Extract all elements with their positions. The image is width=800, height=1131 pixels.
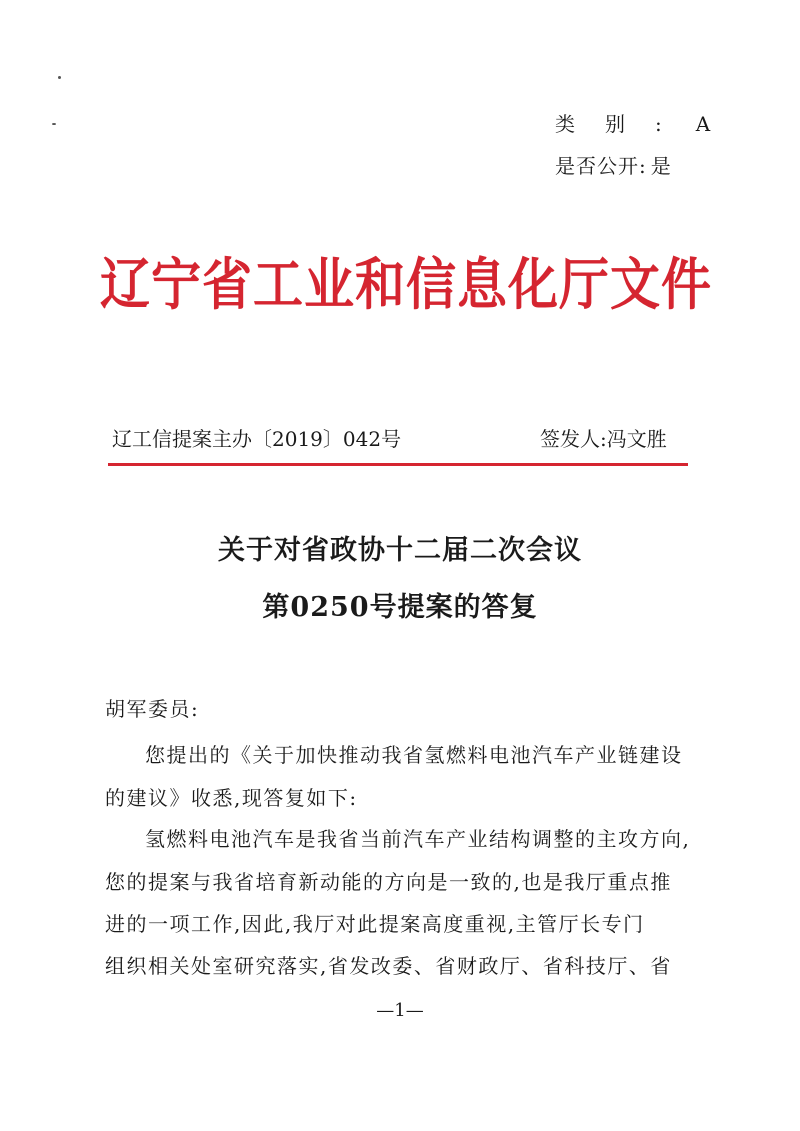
subject-title-line1: 关于对省政协十二届二次会议 [218, 535, 582, 566]
paragraph-line: 组织相关处室研究落实,省发改委、省财政厅、省科技厅、省 [105, 954, 672, 978]
masthead-title: 辽宁省工业和信息化厅文件 [100, 251, 712, 318]
category-label: 类别: [555, 112, 692, 136]
paragraph-line: 氢燃料电池汽车是我省当前汽车产业结构调整的主攻方向, [145, 827, 691, 851]
category-value: A [695, 112, 712, 136]
paragraph-line: 进的一项工作,因此,我厅对此提案高度重视,主管厅长专门 [105, 912, 645, 936]
category-row [555, 108, 711, 137]
public-row [555, 150, 672, 179]
paragraph-line: 您的提案与我省培育新动能的方向是一致的,也是我厅重点推 [105, 870, 672, 894]
paragraph-line: 您提出的《关于加快推动我省氢燃料电池汽车产业链建设 [145, 743, 683, 767]
subject-title-line2: 第0250号提案的答复 [262, 592, 538, 623]
red-divider [108, 463, 688, 466]
scan-speck [58, 76, 61, 79]
public-label: 是否公开: [555, 154, 647, 178]
paragraph-line: 的建议》收悉,现答复如下: [105, 786, 358, 810]
signer: 签发人:冯文胜 [540, 427, 667, 451]
public-value: 是 [650, 154, 672, 178]
page-number: —1— [376, 1000, 424, 1021]
scan-speck [52, 123, 56, 125]
salutation: 胡军委员: [105, 697, 200, 721]
document-number: 辽工信提案主办〔2019〕042号 [112, 427, 402, 451]
